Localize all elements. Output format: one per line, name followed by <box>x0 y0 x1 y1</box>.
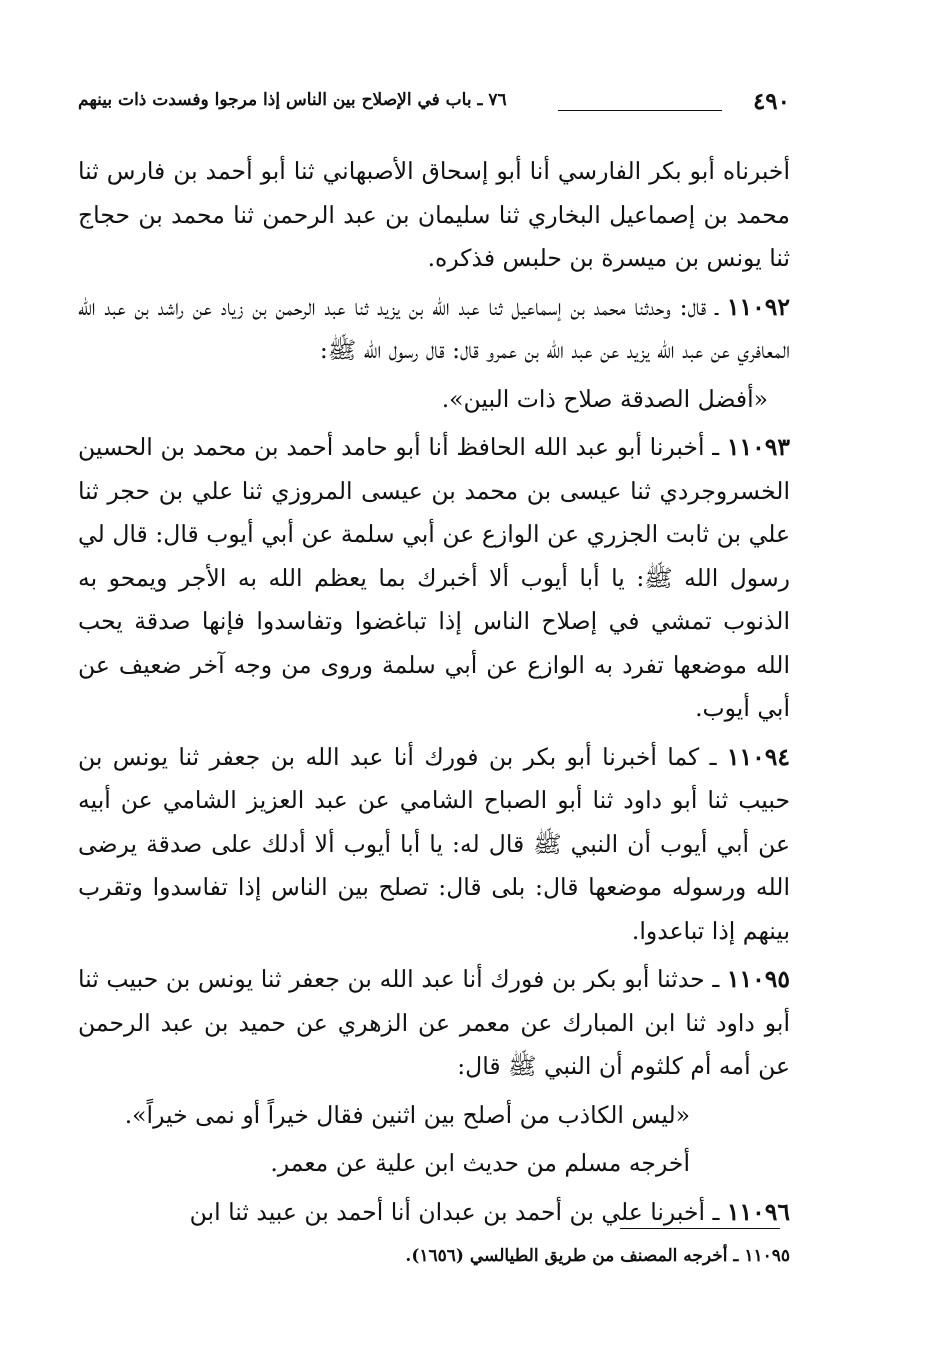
page-number: ٤٩٠ <box>752 88 790 115</box>
running-header <box>78 88 790 122</box>
hadith-text: ـ أخبرنا علي بن أحمد بن عبدان أنا أحمد بن عبيد ثنا ابن <box>189 1197 727 1226</box>
hadith-number: ١١٠٩٣ <box>726 433 790 461</box>
hadith-quote-1: «أفضل الصدقة صلاح ذات البين». <box>441 384 768 413</box>
main-text <box>78 150 790 1239</box>
footnote: ١١٠٩٥ ـ أخرجه المصنف من طريق الطيالسي (١٦٥٦). <box>405 1246 790 1266</box>
takhrij-note: أخرجه مسلم من حديث ابن علية عن معمر. <box>270 1149 690 1177</box>
hadith-number: ١١٠٩٥ <box>726 965 790 993</box>
hadith-number: ١١٠٩٦ <box>726 1197 790 1226</box>
paragraph-11094 <box>78 736 790 954</box>
paragraph-11095 <box>78 958 790 1089</box>
paragraph-11093 <box>78 426 790 731</box>
hadith-number: ١١٠٩٤ <box>726 742 790 771</box>
hadith-number: ١١٠٩٢ <box>726 292 790 321</box>
hadith-text: ـ أخبرنا أبو عبد الله الحافظ أنا أبو حامد أحمد بن محمد بن الحسين الخسروجردي ثنا عيسى بن محمد بن عيسى المروزي ثنا علي بن حجر ثنا علي بن ثابت الجزري عن الوازع عن أبي سلمة عن أبي أيوب قال: قال لي رسول الله ﷺ: يا أبا أيوب ألا أخبرك بما يعظم الله به الأجر ويمحو به الذنوب تمشي في إصلاح الناس إذا تباغضوا وتفاسدوا فإنها صدقة يحب الله موضعها تفرد به الوازع عن أبي سلمة وروى من وجه آخر ضعيف عن أبي أيوب. <box>78 433 790 722</box>
paragraph-11092 <box>78 286 790 373</box>
hadith-quote-2: «ليس الكاذب من أصلح بين اثنين فقال خيراً أو نمى خيراً». <box>124 1100 690 1129</box>
header-rule <box>558 110 722 111</box>
hadith-text: ـ كما أخبرنا أبو بكر بن فورك أنا عبد الله بن جعفر ثنا يونس بن حبيب ثنا أبو داود ثنا أبو الصباح الشامي عن عبد العزيز الشامي عن أبيه عن أبي أيوب أن النبي ﷺ قال له: يا أبا أيوب ألا أدلك على صدقة يرضى الله ورسوله موضعها قال: بلى قال: تصلح بين الناس إذا تفاسدوا وتقرب بينهم إذا تباعدوا. <box>78 742 790 945</box>
chapter-title: ٧٦ ـ باب في الإصلاح بين الناس إذا مرجوا وفسدت ذات بينهم <box>78 90 507 110</box>
paragraph-1: أخبرناه أبو بكر الفارسي أنا أبو إسحاق الأصبهاني ثنا أبو أحمد بن فارس ثنا محمد بن إصماعيل البخاري ثنا سليمان بن عبد الرحمن ثنا محمد بن حجاج ثنا يونس بن ميسرة بن حلبس فذكره. <box>78 157 790 272</box>
footnote-rule <box>620 1228 780 1229</box>
hadith-text: ـ حدثنا أبو بكر بن فورك أنا عبد الله بن جعفر ثنا يونس بن حبيب ثنا أبو داود ثنا ابن المبارك عن معمر عن الزهري عن حميد بن عبد الرحمن عن أمه أم كلثوم أن النبي ﷺ قال: <box>78 965 790 1080</box>
hadith-text: ـ قال: وحدثنا محمد بن إسماعيل ثنا عبد الله بن يزيد ثنا عبد الرحمن بن زياد عن راشد بن عبد الله المعافري عن عبد الله يزيد عن عبد الله بن عمرو قال: قال رسول الله ﷺ: <box>78 292 790 364</box>
